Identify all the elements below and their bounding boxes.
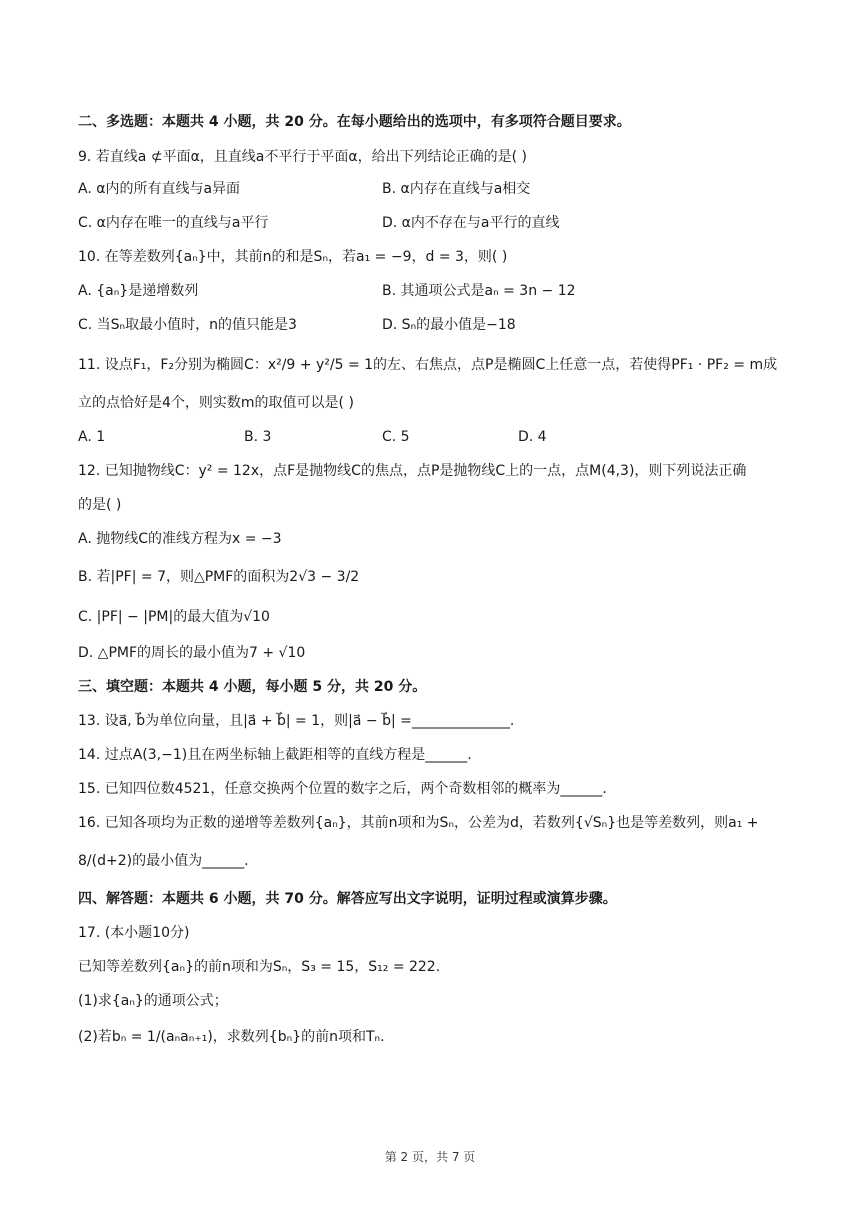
q11-option-a: A. 1 <box>78 429 106 445</box>
section-2-header: 二、多选题：本题共 4 小题，共 20 分。在每小题给出的选项中，有多项符合题目要求。 <box>78 114 631 130</box>
q10-option-d: D. Sₙ的最小值是−18 <box>382 317 516 333</box>
q10-option-b: B. 其通项公式是aₙ = 3n − 12 <box>382 283 576 299</box>
q17-part1: (1)求{aₙ}的通项公式； <box>78 993 228 1009</box>
q16-line1: 16. 已知各项均为正数的递增等差数列{aₙ}，其前n项和为Sₙ，公差为d，若数列{√Sₙ}也是等差数列，则a₁ + <box>78 815 759 831</box>
q11-stem-line1: 11. 设点F₁，F₂分别为椭圆C：x²/9 + y²/5 = 1的左、右焦点，点P是椭圆C上任意一点，若使得PF₁ · PF₂ = m成 <box>78 357 778 373</box>
q12-option-d: D. △PMF的周长的最小值为7 + √10 <box>78 645 306 661</box>
q10-option-a: A. {aₙ}是递增数列 <box>78 283 199 299</box>
q11-option-c: C. 5 <box>382 429 410 445</box>
q10-stem: 10. 在等差数列{aₙ}中，其前n的和是Sₙ，若a₁ = −9，d = 3，则( ) <box>78 249 508 265</box>
q17-stem: 已知等差数列{aₙ}的前n项和为Sₙ，S₃ = 15，S₁₂ = 222. <box>78 959 441 975</box>
q17-part2: (2)若bₙ = 1/(aₙaₙ₊₁)，求数列{bₙ}的前n项和Tₙ. <box>78 1029 385 1045</box>
page-footer: 第 2 页，共 7 页 <box>384 1150 476 1164</box>
q16-line2: 8/(d+2)的最小值为______. <box>78 853 249 869</box>
q12-option-b: B. 若|PF| = 7，则△PMF的面积为2√3 − 3/2 <box>78 569 360 585</box>
section-4-header: 四、解答题：本题共 6 小题，共 70 分。解答应写出文字说明，证明过程或演算步骤。 <box>78 891 617 907</box>
q10-option-c: C. 当Sₙ取最小值时，n的值只能是3 <box>78 317 297 333</box>
q9-option-c: C. α内存在唯一的直线与a平行 <box>78 215 269 231</box>
q14: 14. 过点A(3,−1)且在两坐标轴上截距相等的直线方程是______. <box>78 747 472 763</box>
q9-option-b: B. α内存在直线与a相交 <box>382 181 531 197</box>
q9-option-a: A. α内的所有直线与a异面 <box>78 181 241 197</box>
q13: 13. 设a⃗, b⃗为单位向量，且|a⃗ + b⃗| = 1，则|a⃗ − b⃗| =______________. <box>78 713 515 729</box>
q12-stem-line1: 12. 已知抛物线C：y² = 12x，点F是抛物线C的焦点，点P是抛物线C上的一点，点M(4,3)，则下列说法正确 <box>78 463 747 479</box>
q11-option-d: D. 4 <box>518 429 547 445</box>
q12-stem-line2: 的是( ) <box>78 497 122 513</box>
q11-stem-line2: 立的点恰好是4个，则实数m的取值可以是( ) <box>78 395 354 411</box>
q9-option-d: D. α内不存在与a平行的直线 <box>382 215 560 231</box>
q9-stem: 9. 若直线a ⊄平面α，且直线a不平行于平面α，给出下列结论正确的是( ) <box>78 149 527 165</box>
q11-option-b: B. 3 <box>244 429 272 445</box>
q15: 15. 已知四位数4521，任意交换两个位置的数字之后，两个奇数相邻的概率为______. <box>78 781 607 797</box>
section-3-header: 三、填空题：本题共 4 小题，每小题 5 分，共 20 分。 <box>78 679 427 695</box>
q12-option-a: A. 抛物线C的准线方程为x = −3 <box>78 531 282 547</box>
q12-option-c: C. |PF| − |PM|的最大值为√10 <box>78 609 270 625</box>
q17-title: 17. (本小题10分) <box>78 925 190 941</box>
